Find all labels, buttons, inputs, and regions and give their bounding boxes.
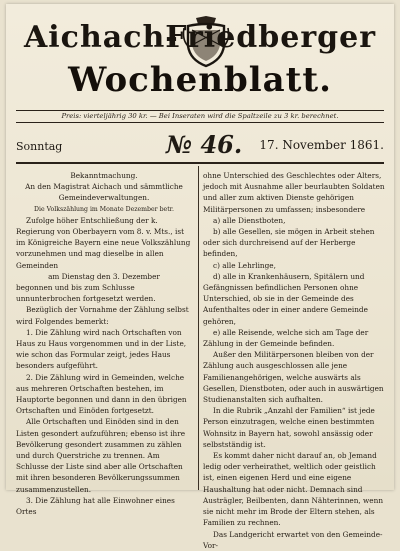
newspaper-page xyxy=(6,4,394,550)
paragraph: In die Rubrik „Anzahl der Familien“ ist jede Person einzutragen, welche einen bestimmten Wohnsitz in Bayern hat, sowohl ansässig oder selbstständig ist. xyxy=(203,406,375,449)
paragraph: 1. Die Zählung wird nach Ortschaften von Haus zu Haus vorgenommen und in der Liste, wie schon das Formular zeigt, jedes Haus besonders aufgeführt. xyxy=(16,327,187,371)
column-divider xyxy=(198,166,199,490)
title-right: Friedberger xyxy=(165,20,376,55)
rule xyxy=(16,122,384,123)
price-line: Preis: vierteljährig 30 kr. — Bei Inseraten wird die Spaltzeile zu 3 kr. berechnet. xyxy=(61,112,339,120)
paragraph: 3. Die Zählung hat alle Einwohner eines Ortes xyxy=(16,495,175,517)
paragraph: Außer den Militärpersonen bleiben von der Zählung auch ausgeschlossen alle jene Familienangehörigen, welche auswärts als Gesellen, Dienstboten, oder auch in auswärtigen Studienanstalten sich aufhalten. xyxy=(203,350,384,405)
dateline xyxy=(16,126,384,160)
date-announcement: am Dienstag den 3. Dezember xyxy=(48,271,160,281)
list-item: d) alle in Krankenhäusern, Spitälern und Gefängnissen befindlichen Personen ohne Unterschied, ob sie in der Gemeinde des Aufenthaltes oder in einer andere Gemeinde gehören, xyxy=(203,271,368,326)
paragraph: Das Landgericht erwartet von den Gemeinde-Vor- xyxy=(203,529,383,550)
list-item: a) alle Dienstboten, xyxy=(213,215,286,225)
list-item: b) alle Gesellen, sie mögen in Arbeit stehen oder sich durchreisend auf der Herberge befinden, xyxy=(203,227,375,259)
section-heading: Bekanntmachung. xyxy=(70,171,138,180)
paragraph: 2. Die Zählung wird in Gemeinden, welche aus mehreren Ortschaften bestehen, im Hauptorte begonnen und dann in den übrigen Ortschaften und Einöden fortgesetzt. xyxy=(16,372,187,416)
paragraph: Es kommt daher nicht darauf an, ob Jemand ledig oder verheirathet, weltlich oder geistlich ist, einen eigenen Herd und eine eigene Haushaltung hat oder nicht. Demnach sind Austrägler, Beilbenten, dann Nähterinnen, wenn sie nicht mehr im Brode der Eltern stehen, als Familien zu rechnen. xyxy=(203,451,384,528)
masthead xyxy=(6,4,394,124)
dateline-rule xyxy=(16,162,384,164)
masthead-title-row xyxy=(20,14,380,54)
paragraph: Zufolge höher Entschließung der k. Regierung von Oberbayern vom 8. v. Mts., ist im Königreiche Bayern eine neue Volkszählung vorzunehmen und mag dieselbe in allen Gemeinden xyxy=(16,215,191,270)
subject-line: Die Volkszählung im Monate Dezember betr. xyxy=(34,205,174,213)
left-column xyxy=(16,170,192,517)
paragraph: Alle Ortschaften und Einöden sind in den Listen gesondert aufzuführen; ebenso ist ihre Bevölkerung gesondert zusammen zu zählen und durch Querstriche zu trennen. Am Schlusse der Liste sind aber alle Ortschaften mit ihren besonderen Bevölkerungssummen zusammenzustellen. xyxy=(16,417,186,494)
paragraph: ohne Unterschied des Geschlechtes oder Alters, jedoch mit Ausnahme aller beurlaubten Soldaten und aller zum aktiven Dienste gehörigen Militärpersonen zu umfassen; insbesondere xyxy=(203,171,385,214)
issue-date: 17. November 1861. xyxy=(259,138,384,152)
paragraph: begonnen und bis zum Schlusse unnunterbrochen fortgesetzt werden. xyxy=(16,283,156,304)
issue-day: Sonntag xyxy=(16,140,63,153)
title-main: Wochenblatt. xyxy=(68,60,332,100)
paragraph: Bezüglich der Vornahme der Zählung selbst wird Folgendes bemerkt: xyxy=(16,305,189,326)
list-item: c) alle Lehrlinge, xyxy=(213,260,276,270)
title-left: Aichach- xyxy=(24,20,179,55)
rule xyxy=(16,110,384,111)
issue-number: № 46. xyxy=(166,130,243,159)
list-item: e) alle Reisende, welche sich am Tage der Zählung in der Gemeinde befinden. xyxy=(203,327,369,349)
right-column xyxy=(203,170,387,551)
addressee: An den Magistrat Aichach und sämmtliche Gemeindeverwaltungen. xyxy=(25,182,183,203)
